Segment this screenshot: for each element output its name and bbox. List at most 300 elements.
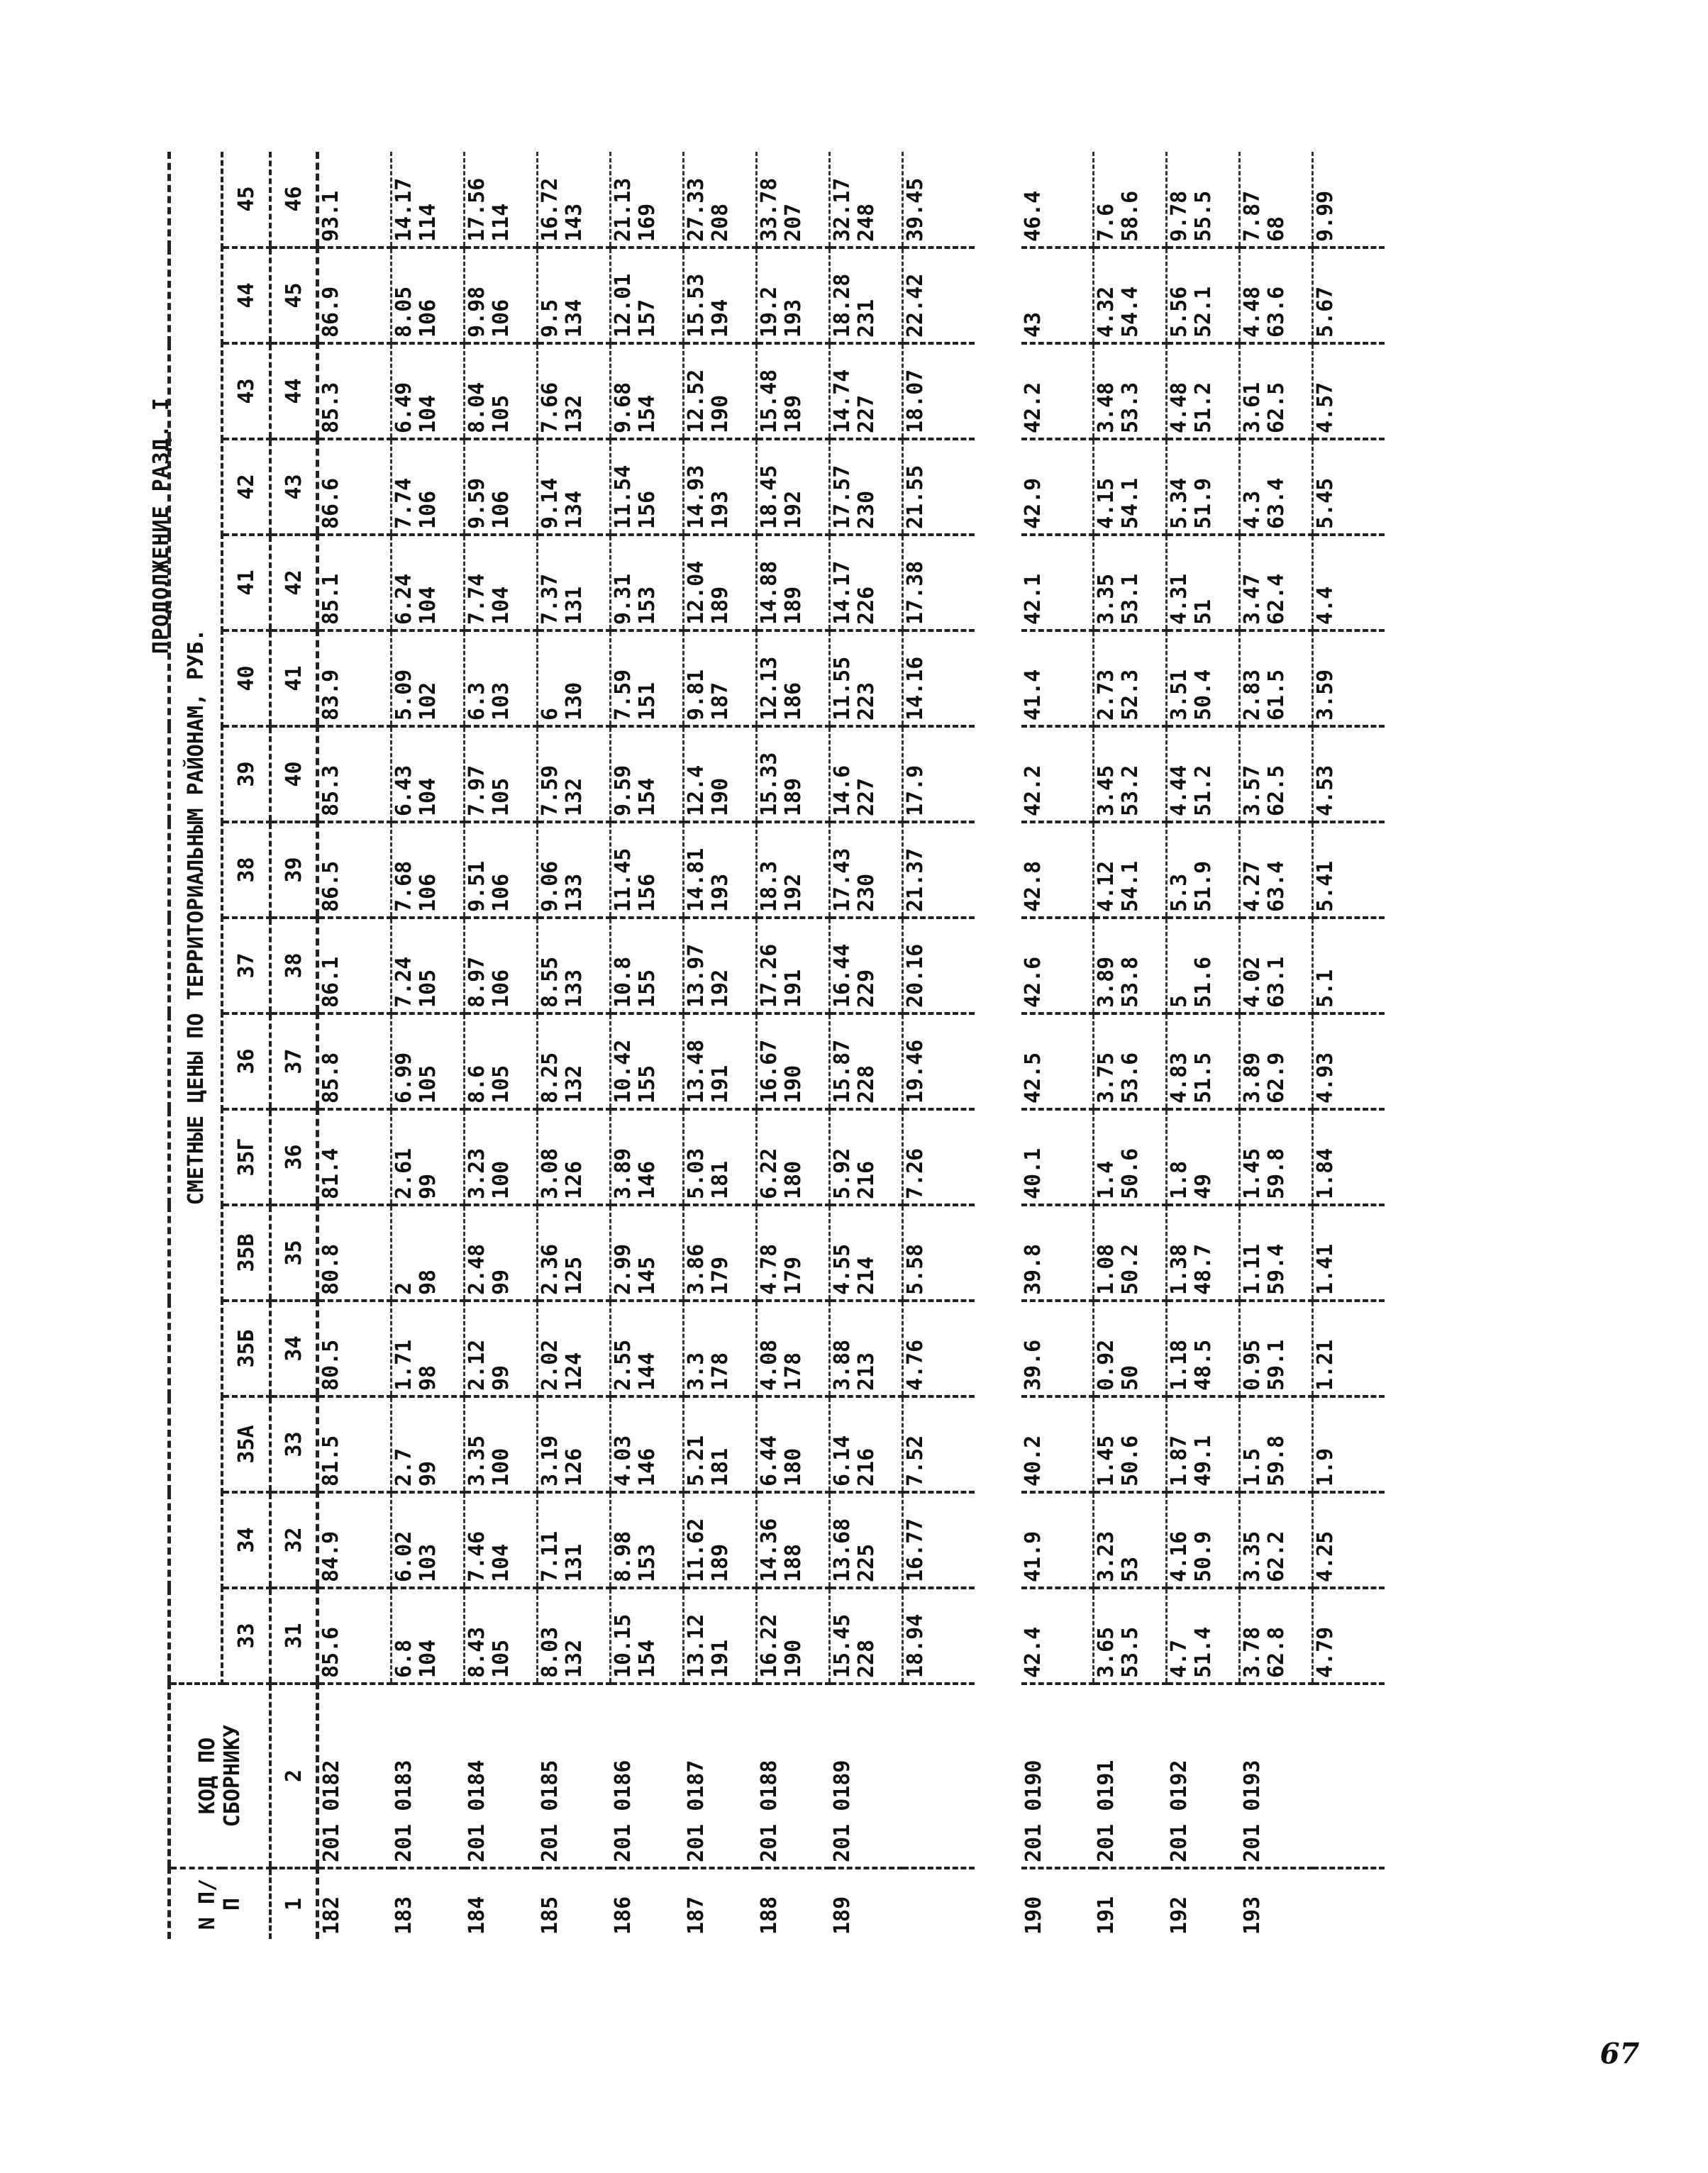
- price-value: 3.89: [611, 1147, 636, 1199]
- price-cell: [830, 630, 903, 726]
- price-cell: [684, 1205, 757, 1301]
- price-value-secondary: 191: [781, 969, 806, 1008]
- price-cell: [757, 1588, 830, 1684]
- price-cell: [757, 343, 830, 439]
- price-value: 2.36: [538, 1243, 562, 1295]
- price-value: 19.46: [903, 1039, 928, 1104]
- price-cell: [903, 1588, 975, 1684]
- price-value-secondary: 189: [781, 394, 806, 433]
- table-row: [1313, 152, 1385, 1939]
- price-value: 4.15: [1094, 477, 1119, 529]
- price-value-secondary: 104: [416, 1639, 440, 1678]
- price-value-secondary: 104: [489, 1543, 514, 1582]
- region-header: 35Г: [222, 1109, 270, 1205]
- price-value: 6.22: [757, 1147, 782, 1199]
- price-value-secondary: 51.4: [1191, 1626, 1216, 1678]
- price-cell: [392, 343, 465, 439]
- price-value: 41.9: [1021, 1530, 1046, 1582]
- region-header: 45: [222, 152, 270, 248]
- price-value: 16.22: [757, 1613, 782, 1678]
- price-cell: [318, 343, 392, 439]
- price-cell: [1167, 248, 1240, 343]
- price-value: 1.84: [1313, 1147, 1338, 1199]
- price-cell: [830, 1301, 903, 1396]
- price-value-secondary: 188: [781, 1543, 806, 1582]
- price-cell: [684, 439, 757, 535]
- price-value: 2.02: [538, 1339, 562, 1391]
- column-number: 37: [270, 1013, 318, 1109]
- price-cell: [392, 1205, 465, 1301]
- price-cell: [903, 1301, 975, 1396]
- price-value: 18.3: [757, 860, 782, 912]
- price-value-secondary: 248: [854, 203, 879, 242]
- price-value-secondary: 104: [416, 586, 440, 625]
- price-value-secondary: 62.5: [1264, 382, 1289, 433]
- price-cell: [1313, 1396, 1385, 1492]
- price-cell: [318, 822, 392, 918]
- price-value-secondary: 181: [708, 1447, 733, 1486]
- price-cell: [903, 1396, 975, 1492]
- price-value-secondary: 228: [854, 1639, 879, 1678]
- price-value-secondary: 151: [635, 682, 660, 721]
- region-header: 42: [222, 439, 270, 535]
- price-value: 7.74: [392, 477, 416, 529]
- price-value: 1.45: [1094, 1435, 1119, 1486]
- price-value: 0.95: [1240, 1339, 1265, 1391]
- price-cell: [1313, 1013, 1385, 1109]
- price-value-secondary: 106: [416, 299, 440, 338]
- price-value-secondary: 99: [489, 1269, 514, 1295]
- price-value: 5.3: [1167, 873, 1192, 912]
- column-number: 42: [270, 535, 318, 630]
- price-value: 85.8: [318, 1052, 343, 1104]
- price-value-secondary: 143: [562, 203, 587, 242]
- price-cell: [903, 726, 975, 822]
- row-code: 201 0182: [318, 1684, 392, 1868]
- price-cell: [684, 1301, 757, 1396]
- price-value-secondary: 59.1: [1264, 1339, 1289, 1391]
- price-cell: [392, 1588, 465, 1684]
- price-cell: [1021, 248, 1094, 343]
- price-value: 17.43: [830, 847, 855, 912]
- price-value-secondary: 146: [635, 1447, 660, 1486]
- price-value-secondary: 226: [854, 586, 879, 625]
- price-value: 81.4: [318, 1147, 343, 1199]
- price-value: 33.78: [757, 177, 782, 242]
- price-value: 7.87: [1240, 190, 1265, 242]
- price-value-secondary: 189: [781, 777, 806, 816]
- price-value-secondary: 154: [635, 777, 660, 816]
- price-value: 11.45: [611, 847, 636, 912]
- price-value: 5.58: [903, 1243, 928, 1295]
- price-value: 12.4: [684, 765, 709, 816]
- price-cell: [1240, 1301, 1313, 1396]
- price-cell: [1313, 1205, 1385, 1301]
- price-value: 5.67: [1313, 286, 1338, 338]
- price-value: 9.31: [611, 573, 636, 625]
- price-cell: [1094, 1109, 1167, 1205]
- price-cell: [1240, 1109, 1313, 1205]
- price-value-secondary: 51.9: [1191, 860, 1216, 912]
- price-cell: [1094, 248, 1167, 343]
- price-value-secondary: 157: [635, 299, 660, 338]
- column-number: 1: [270, 1868, 318, 1939]
- price-value-secondary: 228: [854, 1065, 879, 1104]
- price-cell: [465, 1205, 538, 1301]
- column-number: 43: [270, 439, 318, 535]
- price-cell: [611, 1109, 684, 1205]
- header-caption: СМЕТНЫЕ ЦЕНЫ ПО ТЕРРИТОРИАЛЬНЫМ РАЙОНАМ, РУБ.: [170, 152, 223, 1684]
- price-value: 7.97: [465, 765, 489, 816]
- price-value: 1.8: [1167, 1160, 1192, 1199]
- row-number: 185: [537, 1896, 562, 1935]
- price-value: 7.68: [392, 860, 416, 912]
- price-value: 83.9: [318, 669, 343, 721]
- price-cell: [1167, 1013, 1240, 1109]
- price-cell: [538, 1396, 611, 1492]
- price-value-secondary: 53.5: [1118, 1626, 1143, 1678]
- price-value-secondary: 48.7: [1191, 1243, 1216, 1295]
- region-header: 35Б: [222, 1301, 270, 1396]
- price-value: 20.16: [903, 943, 928, 1008]
- price-value-secondary: 178: [708, 1352, 733, 1391]
- price-value: 11.62: [684, 1518, 709, 1582]
- price-cell: [1313, 248, 1385, 343]
- price-cell: [903, 1109, 975, 1205]
- table-body-a: [318, 152, 975, 1939]
- price-value: 6: [538, 707, 562, 721]
- price-value: 3.48: [1094, 382, 1119, 433]
- price-value: 13.97: [684, 943, 709, 1008]
- price-cell: [1240, 822, 1313, 918]
- price-cell: [538, 1205, 611, 1301]
- price-cell: [318, 1205, 392, 1301]
- price-value: 5.92: [830, 1147, 855, 1199]
- price-value: 14.81: [684, 847, 709, 912]
- price-value: 3.86: [684, 1243, 709, 1295]
- price-cell: [757, 822, 830, 918]
- price-cell: [1167, 439, 1240, 535]
- price-value: 16.72: [538, 177, 562, 242]
- price-value-secondary: 54.1: [1118, 477, 1143, 529]
- region-header: 34: [222, 1492, 270, 1588]
- region-header-row: [222, 152, 270, 1939]
- price-value-secondary: 51.2: [1191, 382, 1216, 433]
- price-value: 40.1: [1021, 1147, 1046, 1199]
- price-cell: [465, 822, 538, 918]
- price-value: 1.9: [1313, 1447, 1338, 1486]
- price-cell: [538, 152, 611, 248]
- price-cell: [830, 535, 903, 630]
- price-cell: [1167, 726, 1240, 822]
- price-value: 4.16: [1167, 1530, 1192, 1582]
- price-cell: [1094, 1205, 1167, 1301]
- price-value: 17.56: [465, 177, 489, 242]
- price-cell: [611, 1205, 684, 1301]
- price-cell: [757, 918, 830, 1013]
- price-value-secondary: 208: [708, 203, 733, 242]
- price-cell: [538, 726, 611, 822]
- row-number: 192: [1166, 1896, 1192, 1935]
- price-value-secondary: 61.5: [1264, 669, 1289, 721]
- price-value: 2.73: [1094, 669, 1119, 721]
- price-value: 10.8: [611, 956, 636, 1008]
- price-value: 84.9: [318, 1530, 343, 1582]
- price-value: 3.47: [1240, 573, 1265, 625]
- price-cell: [538, 1588, 611, 1684]
- price-cell: [757, 248, 830, 343]
- price-value: 11.54: [611, 465, 636, 529]
- price-value-secondary: 59.8: [1264, 1147, 1289, 1199]
- price-value: 85.3: [318, 765, 343, 816]
- price-cell: [1240, 630, 1313, 726]
- price-value: 17.26: [757, 943, 782, 1008]
- header-code: КОД ПО СБОРНИКУ: [170, 1684, 271, 1868]
- price-cell: [611, 343, 684, 439]
- price-cell: [1094, 1588, 1167, 1684]
- price-value-secondary: 193: [781, 299, 806, 338]
- table-row: [903, 152, 975, 1939]
- price-value: 12.01: [611, 273, 636, 338]
- price-value-secondary: 227: [854, 394, 879, 433]
- price-cell: [392, 152, 465, 248]
- price-value-secondary: 51.9: [1191, 477, 1216, 529]
- table-row: [1240, 152, 1313, 1939]
- price-cell: [465, 439, 538, 535]
- price-value-secondary: 146: [635, 1160, 660, 1199]
- price-cell: [684, 822, 757, 918]
- price-value-secondary: 192: [781, 490, 806, 529]
- region-header: 35В: [222, 1205, 270, 1301]
- row-code: 201 0193: [1240, 1684, 1313, 1868]
- table-gap: [975, 152, 1021, 1939]
- price-cell: [611, 535, 684, 630]
- price-value: 14.74: [830, 369, 855, 433]
- row-code: 201 0189: [830, 1684, 903, 1868]
- price-value: 5.56: [1167, 286, 1192, 338]
- price-cell: [684, 1396, 757, 1492]
- price-cell: [1021, 439, 1094, 535]
- price-cell: [1167, 1109, 1240, 1205]
- price-value-secondary: 62.2: [1264, 1530, 1289, 1582]
- price-cell: [1167, 343, 1240, 439]
- price-value: 1.11: [1240, 1243, 1265, 1295]
- price-cell: [903, 343, 975, 439]
- price-value-secondary: 230: [854, 873, 879, 912]
- price-cell: [684, 152, 757, 248]
- price-value-secondary: 104: [489, 586, 514, 625]
- price-value: 42.6: [1021, 956, 1046, 1008]
- price-value: 27.33: [684, 177, 709, 242]
- row-number: 187: [683, 1896, 709, 1935]
- price-cell: [903, 1492, 975, 1588]
- price-value-secondary: 193: [708, 873, 733, 912]
- price-cell: [611, 1013, 684, 1109]
- column-number: 2: [270, 1684, 318, 1868]
- price-value: 14.6: [830, 765, 855, 816]
- price-value: 42.2: [1021, 382, 1046, 433]
- price-cell: [392, 1109, 465, 1205]
- price-value: 9.14: [538, 477, 562, 529]
- price-value: 3.08: [538, 1147, 562, 1199]
- price-value: 14.16: [903, 656, 928, 721]
- price-value: 2: [392, 1282, 416, 1295]
- price-value: 86.5: [318, 860, 343, 912]
- price-value: 2.12: [465, 1339, 489, 1391]
- price-cell: [1021, 1588, 1094, 1684]
- price-cell: [1021, 1396, 1094, 1492]
- price-table: [167, 152, 1385, 1939]
- price-cell: [392, 439, 465, 535]
- price-value-secondary: 53.3: [1118, 382, 1143, 433]
- price-cell: [318, 726, 392, 822]
- price-value: 4.12: [1094, 860, 1119, 912]
- price-cell: [1021, 1301, 1094, 1396]
- price-cell: [538, 535, 611, 630]
- row-number: [903, 1868, 975, 1939]
- price-value: 4.55: [830, 1243, 855, 1295]
- price-cell: [757, 152, 830, 248]
- price-cell: [903, 630, 975, 726]
- price-cell: [830, 918, 903, 1013]
- price-cell: [1021, 630, 1094, 726]
- price-value-secondary: 106: [416, 490, 440, 529]
- price-cell: [1167, 152, 1240, 248]
- price-cell: [318, 1301, 392, 1396]
- row-code: [903, 1684, 975, 1868]
- price-value-secondary: 104: [416, 777, 440, 816]
- price-value: 7.59: [538, 765, 562, 816]
- price-value: 7.26: [903, 1147, 928, 1199]
- price-value-secondary: 114: [489, 203, 514, 242]
- price-cell: [465, 1013, 538, 1109]
- price-value: 4.7: [1167, 1639, 1192, 1678]
- price-cell: [757, 1013, 830, 1109]
- table-row: [1167, 152, 1240, 1939]
- price-cell: [1021, 152, 1094, 248]
- price-cell: [830, 726, 903, 822]
- price-value-secondary: 106: [489, 299, 514, 338]
- price-cell: [611, 822, 684, 918]
- price-value: 86.6: [318, 477, 343, 529]
- price-value: 1.45: [1240, 1147, 1265, 1199]
- price-cell: [1313, 1492, 1385, 1588]
- price-cell: [1021, 1205, 1094, 1301]
- price-value-secondary: 63.1: [1264, 956, 1289, 1008]
- price-value: 15.53: [684, 273, 709, 338]
- price-value-secondary: 213: [854, 1352, 879, 1391]
- price-value: 12.52: [684, 369, 709, 433]
- price-cell: [1167, 1396, 1240, 1492]
- price-value: 3.65: [1094, 1626, 1119, 1678]
- price-value: 4.57: [1313, 382, 1338, 433]
- region-header: 39: [222, 726, 270, 822]
- price-cell: [392, 1492, 465, 1588]
- price-value: 8.05: [392, 286, 416, 338]
- price-cell: [830, 822, 903, 918]
- price-value-secondary: 130: [562, 682, 587, 721]
- price-cell: [1240, 1492, 1313, 1588]
- price-value: 16.44: [830, 943, 855, 1008]
- page-number: 67: [1599, 2037, 1640, 2071]
- price-value: 6.99: [392, 1052, 416, 1104]
- price-value-secondary: 99: [416, 1460, 440, 1486]
- price-cell: [757, 1205, 830, 1301]
- price-cell: [318, 439, 392, 535]
- price-cell: [1313, 1588, 1385, 1684]
- price-value-secondary: 223: [854, 682, 879, 721]
- price-cell: [465, 630, 538, 726]
- price-value: 42.8: [1021, 860, 1046, 912]
- price-value: 4.32: [1094, 286, 1119, 338]
- price-value: 6.8: [392, 1639, 416, 1678]
- price-value: 3.3: [684, 1352, 709, 1391]
- price-value-secondary: 53: [1118, 1556, 1143, 1582]
- price-value: 9.68: [611, 382, 636, 433]
- price-cell: [830, 248, 903, 343]
- price-value-secondary: 102: [416, 682, 440, 721]
- price-cell: [465, 152, 538, 248]
- price-cell: [757, 1396, 830, 1492]
- price-value: 8.43: [465, 1626, 489, 1678]
- price-cell: [1240, 152, 1313, 248]
- price-cell: [903, 918, 975, 1013]
- price-cell: [903, 822, 975, 918]
- price-value: 39.8: [1021, 1243, 1046, 1295]
- price-value-secondary: 132: [562, 1065, 587, 1104]
- price-value: 4.4: [1313, 586, 1338, 625]
- row-number: 190: [1021, 1896, 1046, 1935]
- price-value: 8.25: [538, 1052, 562, 1104]
- price-value: 7.66: [538, 382, 562, 433]
- price-value: 14.17: [830, 560, 855, 625]
- price-cell: [392, 726, 465, 822]
- price-value: 3.23: [1094, 1530, 1119, 1582]
- price-cell: [684, 1492, 757, 1588]
- price-value: 8.97: [465, 956, 489, 1008]
- price-cell: [1094, 1492, 1167, 1588]
- price-value-secondary: 50.6: [1118, 1435, 1143, 1486]
- price-value-secondary: 179: [781, 1256, 806, 1295]
- price-value: 16.77: [903, 1518, 928, 1582]
- price-cell: [1167, 535, 1240, 630]
- price-value: 4.44: [1167, 765, 1192, 816]
- price-value: 2.7: [392, 1447, 416, 1486]
- price-cell: [538, 822, 611, 918]
- price-cell: [318, 248, 392, 343]
- price-cell: [1313, 726, 1385, 822]
- row-code: 201 0192: [1167, 1684, 1240, 1868]
- price-cell: [538, 1301, 611, 1396]
- price-cell: [1094, 726, 1167, 822]
- price-value-secondary: 48.5: [1191, 1339, 1216, 1391]
- price-cell: [830, 152, 903, 248]
- region-header: 35А: [222, 1396, 270, 1492]
- price-value-secondary: 98: [416, 1269, 440, 1295]
- price-cell: [611, 248, 684, 343]
- price-value: 6.14: [830, 1435, 855, 1486]
- price-value-secondary: 51.5: [1191, 1052, 1216, 1104]
- price-cell: [1240, 1396, 1313, 1492]
- price-value: 12.04: [684, 560, 709, 625]
- price-value-secondary: 207: [781, 203, 806, 242]
- price-cell: [1313, 822, 1385, 918]
- price-value: 16.67: [757, 1039, 782, 1104]
- price-cell: [392, 630, 465, 726]
- price-value: 1.38: [1167, 1243, 1192, 1295]
- price-value: 4.76: [903, 1339, 928, 1391]
- price-cell: [903, 248, 975, 343]
